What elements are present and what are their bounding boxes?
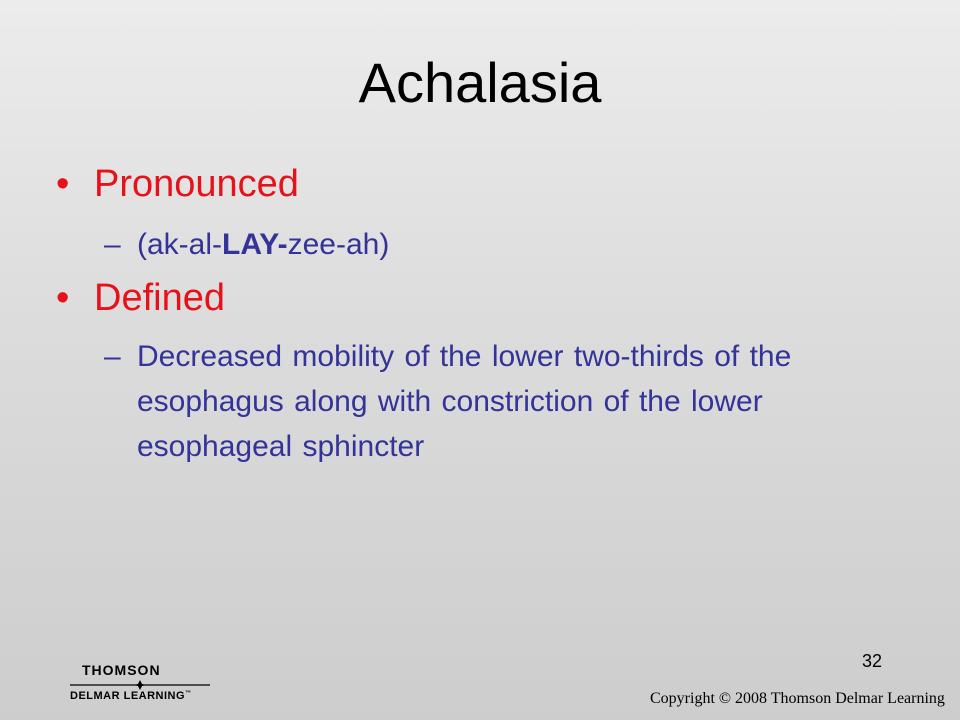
- logo-star-line-icon: [70, 680, 210, 690]
- dash-marker: –: [104, 340, 121, 373]
- trademark-mark: ™: [185, 690, 192, 697]
- copyright-notice: Copyright © 2008 Thomson Delmar Learning: [650, 690, 945, 707]
- bullet-pronounced: [56, 160, 299, 208]
- logo-line-2: [70, 690, 192, 702]
- page-number: 32: [862, 651, 883, 671]
- bullet-marker: •: [56, 163, 70, 205]
- bullet-label: Pronounced: [94, 163, 299, 205]
- sub-bullet-pronunciation: [104, 222, 389, 267]
- definition-text: Decreased mobility of the lower two-thirds of the esophagus along with constriction of the lower esophageal sphincter: [137, 340, 792, 463]
- bullet-marker: •: [56, 277, 70, 319]
- sub-bullet-definition: [104, 334, 884, 469]
- pronunciation-part-3: zee-ah): [287, 228, 390, 261]
- logo-line-1: THOMSON: [82, 662, 161, 678]
- dash-marker: –: [104, 228, 121, 261]
- pronunciation-part-1: (ak-al-: [137, 228, 223, 261]
- pronunciation-text: [137, 222, 389, 267]
- bullet-label: Defined: [94, 277, 225, 319]
- slide-title: Achalasia: [358, 51, 602, 114]
- bullet-defined: [56, 274, 225, 322]
- pronunciation-stressed-syllable: LAY-: [222, 228, 288, 261]
- thomson-delmar-logo: [70, 660, 220, 710]
- logo-line-2-text: DELMAR LEARNING: [70, 690, 186, 702]
